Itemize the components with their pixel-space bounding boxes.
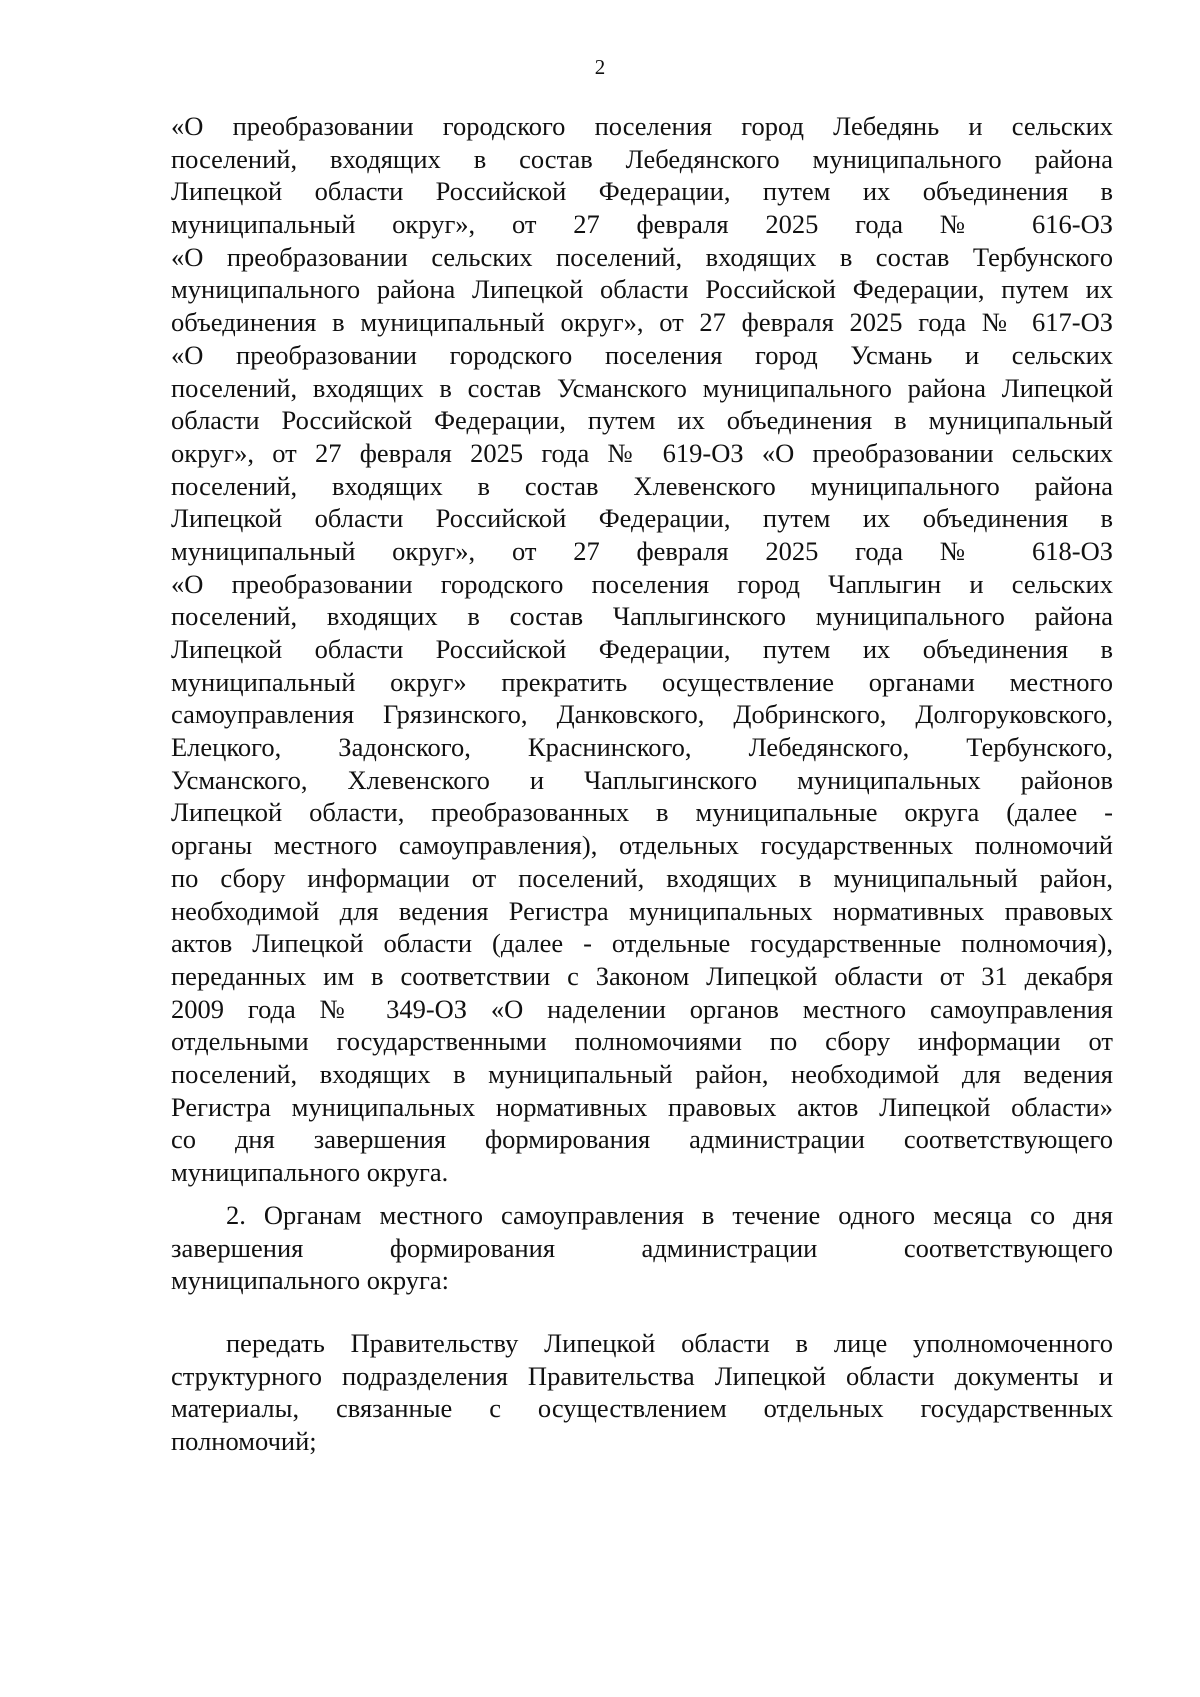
text-line: поселений, входящих в муниципальный район, необходимой для ведения bbox=[171, 1058, 1113, 1089]
text-line: Регистра муниципальных нормативных правовых актов Липецкой области» bbox=[171, 1091, 1113, 1122]
text-line: поселений, входящих в состав Лебедянского муниципального района bbox=[171, 143, 1113, 174]
paragraph-1-continuation bbox=[171, 110, 1113, 1189]
text-line: самоуправления Грязинского, Данковского, Добринского, Долгоруковского, bbox=[171, 699, 1113, 730]
text-line: «О преобразовании городского поселения город Усмань и сельских bbox=[171, 339, 1113, 370]
text-line: поселений, входящих в состав Чаплыгинского муниципального района bbox=[171, 601, 1113, 632]
paragraph-3 bbox=[171, 1327, 1113, 1458]
page-number: 2 bbox=[594, 55, 606, 79]
text-line: муниципального округа. bbox=[171, 1157, 449, 1187]
text-line: округ», от 27 февраля 2025 года № 619-ОЗ «О преобразовании сельских bbox=[171, 437, 1113, 468]
text-line: Липецкой области Российской Федерации, путем их объединения в bbox=[171, 634, 1113, 664]
text-line: материалы, связанные с осуществлением отдельных государственных bbox=[171, 1393, 1113, 1424]
text-line: Липецкой области Российской Федерации, путем их объединения в bbox=[171, 503, 1113, 534]
text-line: муниципальный округ», от 27 февраля 2025 года № 616-ОЗ bbox=[171, 209, 1113, 240]
text-line: Усманского, Хлевенского и Чаплыгинского муниципальных районов bbox=[171, 764, 1113, 795]
text-line: «О преобразовании сельских поселений, входящих в состав Тербунского bbox=[171, 241, 1113, 272]
paragraph-2 bbox=[171, 1199, 1113, 1297]
text-line: завершения формирования администрации соответствующего bbox=[171, 1232, 1113, 1263]
text-line: муниципального района Липецкой области Российской Федерации, путем их bbox=[171, 274, 1113, 305]
text-line: структурного подразделения Правительства Липецкой области документы и bbox=[171, 1360, 1113, 1391]
text-line: полномочий; bbox=[171, 1426, 317, 1457]
text-line: Липецкой области, преобразованных в муниципальные округа (далее - bbox=[171, 797, 1113, 828]
text-line: 2. Органам местного самоуправления в течение одного месяца со дня bbox=[226, 1200, 1113, 1230]
text-line: поселений, входящих в состав Хлевенского муниципального района bbox=[171, 470, 1113, 501]
text-line: муниципальный округ» прекратить осуществление органами местного bbox=[171, 666, 1113, 697]
text-line: объединения в муниципальный округ», от 27 февраля 2025 года № 617-ОЗ bbox=[171, 307, 1113, 338]
text-line: со дня завершения формирования администрации соответствующего bbox=[171, 1124, 1113, 1155]
text-line: муниципального округа: bbox=[171, 1265, 450, 1296]
text-line: по сбору информации от поселений, входящих в муниципальный район, bbox=[171, 862, 1113, 893]
text-line: поселений, входящих в состав Усманского муниципального района Липецкой bbox=[171, 372, 1113, 403]
text-line: передать Правительству Липецкой области в лице уполномоченного bbox=[226, 1328, 1113, 1358]
text-line: необходимой для ведения Регистра муниципальных нормативных правовых bbox=[171, 895, 1113, 926]
text-line: муниципальный округ», от 27 февраля 2025 года № 618-ОЗ bbox=[171, 535, 1113, 566]
text-line: органы местного самоуправления), отдельных государственных полномочий bbox=[171, 830, 1113, 861]
text-line: Липецкой области Российской Федерации, путем их объединения в bbox=[171, 176, 1113, 207]
text-line: «О преобразовании городского поселения город Чаплыгин и сельских bbox=[171, 568, 1113, 599]
text-line: переданных им в соответствии с Законом Липецкой области от 31 декабря bbox=[171, 960, 1113, 991]
text-line: «О преобразовании городского поселения город Лебедянь и сельских bbox=[171, 111, 1113, 141]
text-line: отдельными государственными полномочиями по сбору информации от bbox=[171, 1026, 1113, 1057]
text-line: области Российской Федерации, путем их объединения в муниципальный bbox=[171, 405, 1113, 436]
text-line: 2009 года № 349-ОЗ «О наделении органов местного самоуправления bbox=[171, 993, 1113, 1024]
text-line: Елецкого, Задонского, Краснинского, Лебедянского, Тербунского, bbox=[171, 732, 1113, 763]
text-line: актов Липецкой области (далее - отдельные государственные полномочия), bbox=[171, 928, 1113, 959]
